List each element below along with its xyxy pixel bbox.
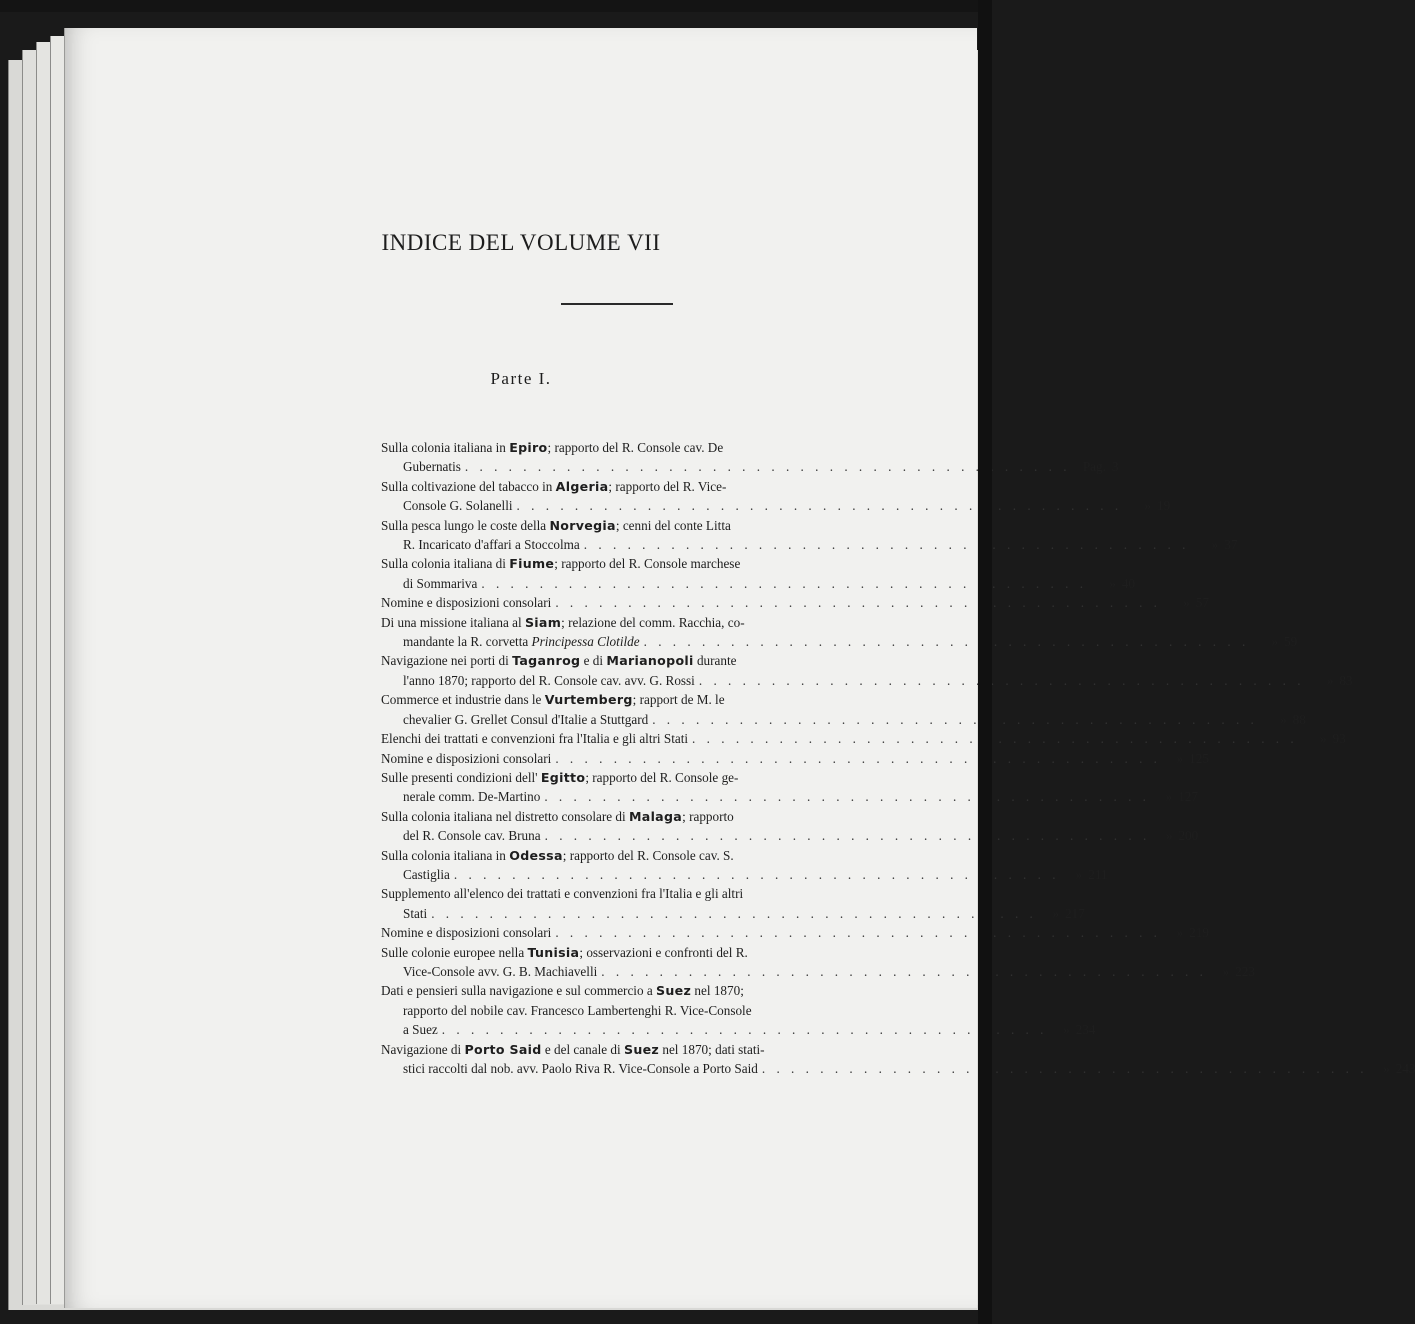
toc-text-segment: Sulla colonia italiana di [381,556,510,572]
toc-entry-text: Elenchi dei trattati e convenzioni fra l'Italia e gli altri Stati [381,731,689,747]
toc-page-prefix: Pag. [1082,459,1106,475]
toc-entry-text [403,496,513,515]
dot-leader [762,1059,1368,1078]
toc-entry-text [381,477,726,496]
toc-text-segment: ; rapporto del R. Console ge- [585,769,739,785]
toc-page-number [1193,535,1237,554]
toc-entry-text [403,632,640,651]
dot-leader [545,826,1151,845]
toc-entry-line [381,574,1135,593]
toc-subject: Algeria [555,478,609,494]
toc-page-prefix: » [1280,711,1287,727]
document-page [64,28,1415,1308]
toc-entry [381,516,1238,555]
toc-entry-line [381,729,1346,748]
toc-text-segment: Sulle presenti condizioni dell' [381,769,541,785]
toc-text-segment: Gubernatis [403,459,461,475]
toc-entry-text [381,613,745,632]
toc-page-value: 243 [1395,1061,1415,1076]
toc-page-prefix: » [1165,828,1173,844]
toc-entry-line [381,787,1198,806]
toc-entry-text: Nomine e disposizioni consolari [381,750,552,766]
toc-text-segment: durante [693,653,737,669]
toc-entry-text [403,1059,758,1078]
toc-subject: Suez [623,1041,660,1057]
toc-text-segment: Navigazione di [381,1041,465,1057]
dot-leader [431,904,1037,923]
dot-leader [699,671,1305,690]
toc-text-segment: Castiglia [403,866,450,882]
dot-leader [652,710,1258,729]
toc-page-value: 127 [1178,789,1198,805]
toc-entry-line [381,768,891,787]
toc-entry [381,768,1198,807]
toc-entry-line [381,749,1209,768]
toc-page-value: 200 [1178,828,1199,844]
toc-entry-line [381,943,891,962]
toc-entry-line [381,923,1209,942]
dot-leader [454,865,1060,884]
toc-text-segment: chevalier G. Grellet Consul d'Italie a Stuttgard [403,711,649,727]
toc-page-number [1075,457,1119,476]
toc-entry-text [381,438,723,457]
part-heading: Parte I. [490,369,552,388]
toc-subject: Porto Said [464,1041,542,1057]
toc-text-segment: Stati [403,905,428,921]
toc-page-number [1126,496,1170,515]
toc-entry-text: rapporto del nobile cav. Francesco Lambertenghi R. Vice-Console [403,1002,752,1018]
toc-page-number [1154,826,1198,845]
toc-text-segment: mandante la R. corvetta [403,634,532,650]
toc-text-segment: Sulla colonia italiana in [381,440,510,455]
toc-page-number [1165,749,1209,768]
toc-subject: Vurtemberg [544,692,633,708]
toc-subject: Epiro [509,440,548,455]
toc-entry [381,593,1209,612]
dot-leader [517,496,1123,515]
toc-entry [381,1040,1415,1079]
toc-page-value: 234 [1075,1022,1096,1038]
toc-entry [381,729,1346,748]
dot-leader [584,535,1190,554]
toc-text-segment: ; osservazioni e confronti del R. [579,944,748,960]
toc-page-prefix: » [1144,498,1151,514]
toc-entry-line [381,865,1108,884]
toc-subject: Fiume [509,556,555,572]
toc-entry-line [381,516,891,535]
toc-text-segment: nel 1870; [691,983,744,999]
toc-entry-line [381,1020,1096,1039]
toc-entry [381,477,1171,516]
toc-page-prefix: » [1326,672,1334,688]
toc-page-value: 19 [1156,498,1171,514]
scan-border-top [0,0,992,12]
toc-text-segment: Console G. Solanelli [403,498,513,514]
toc-entry [381,554,1135,593]
toc-entry-line [381,962,1255,981]
toc-text-segment: di Sommariva [403,575,478,591]
toc-text-segment: Dati e pensieri sulla navigazione e sul commercio a [381,983,657,999]
toc-text-segment: e del canale di [541,1041,624,1057]
toc-page-number [1302,729,1346,748]
toc-entry-text [381,943,748,962]
toc-page-number [1371,1059,1415,1078]
toc-entry-line [381,1059,1415,1078]
toc-entry-line [381,826,1199,845]
toc-text-segment: ; rapporto del R. Console cav. De [547,440,724,455]
toc-entry-line [381,477,891,496]
toc-page-number [1165,593,1209,612]
toc-entry-text: Nomine e disposizioni consolari [381,595,552,611]
toc-entry-text [403,671,695,690]
dot-leader [555,923,1161,942]
toc-text-segment: nel 1870; dati stati- [659,1041,765,1057]
toc-page-prefix: » [1383,1061,1390,1076]
toc-subject: Taganrog [512,653,581,669]
toc-page-number [1309,671,1353,690]
toc-entry-text [381,1040,765,1059]
scan-border-right [978,0,992,1324]
toc-entry-text [381,554,740,573]
toc-page-number [1262,710,1306,729]
toc-page-prefix: » [1165,789,1173,805]
toc-entry [381,438,1119,477]
toc-page-value: 83 [1339,672,1353,688]
toc-entry-line [381,496,1171,515]
toc-entry-line [381,613,891,632]
toc-text-segment: Commerce et industrie dans le [381,692,545,708]
toc-page-prefix: » [1052,905,1060,921]
toc-page-prefix: » [1063,1022,1070,1038]
toc-entry-line [381,457,1119,476]
toc-entry [381,884,1085,923]
toc-page-prefix: » [1109,575,1116,591]
dot-leader [555,749,1161,768]
toc-entry [381,651,1353,690]
toc-page-prefix: » [1075,866,1083,882]
toc-page-value: 217 [1065,905,1085,921]
toc-entry-text [403,1020,438,1039]
toc-entry-line [381,807,891,826]
toc-page-value: 40 [1121,575,1135,591]
toc-subject: Egitto [540,769,586,785]
toc-page-number [1051,1020,1095,1039]
dot-leader [544,787,1150,806]
toc-page-number [1253,632,1297,651]
toc-entry-text [381,690,725,709]
toc-entry [381,690,1306,729]
toc-text-segment: a Suez [403,1022,438,1038]
toc-entry-text [403,787,540,806]
toc-entry-text [381,884,743,903]
toc-page-value: 93 [1332,731,1346,747]
toc-entry-text [403,710,648,729]
toc-entry-text [381,981,744,1000]
toc-entry [381,807,1199,846]
dot-leader [442,1020,1048,1039]
toc-text-segment: nerale comm. De-Martino [403,789,541,805]
dot-leader [601,962,1207,981]
toc-entry-line [381,535,1238,554]
toc-text-segment: Di una missione italiana al [381,614,525,630]
toc-text-segment: ; rapporto [682,808,734,824]
toc-entry-line [381,554,891,573]
toc-entry-line [381,1040,891,1059]
dot-leader [555,593,1161,612]
toc-entry-line [381,884,891,903]
toc-text-segment: ; rapporto del R. Console marchese [554,556,741,572]
toc-page-number [1064,865,1108,884]
table-of-contents [381,438,1415,1078]
toc-page-value: 3 [1111,459,1119,475]
toc-entry-line [381,671,1353,690]
toc-text-segment: Sulle colonie europee nella [381,944,528,960]
toc-entry-line [381,651,891,670]
page-title: INDICE DEL VOLUME VII [381,230,661,255]
toc-subject: Tunisia [527,944,580,960]
toc-entry-line [381,981,891,1000]
toc-entry-text [403,574,477,593]
toc-entry [381,749,1209,768]
toc-text-segment: ; cenni del conte Litta [615,517,731,533]
toc-entry-text [381,516,731,535]
toc-text-segment: del R. Console cav. Bruna [403,828,541,844]
toc-text-segment: ; rapporto del R. Vice- [608,478,727,494]
toc-page-value: 37 [1224,537,1238,553]
toc-entry-line [381,846,891,865]
toc-entry-text [403,457,461,476]
toc-entry-line [381,710,1306,729]
toc-entry-text [403,962,597,981]
toc-text-segment: ; rapporto del R. Console cav. S. [562,847,734,863]
toc-subject: Suez [656,983,692,999]
toc-ship-name: Principessa Clotilde [531,634,640,650]
toc-text-segment: Supplemento all'elenco dei trattati e convenzioni fra l'Italia e gli altri [381,886,744,902]
toc-entry [381,923,1209,942]
toc-page-prefix: » [1176,925,1184,941]
toc-text-segment: Sulla coltivazione del tabacco in [381,478,556,494]
dot-leader [481,574,1087,593]
dot-leader [692,729,1298,748]
toc-text-segment: l'anno 1870; rapporto del R. Console cav. avv. G. Rossi [403,672,695,688]
toc-subject: Odessa [509,847,563,863]
toc-entry-line [381,904,1085,923]
toc-page-prefix: » [1183,595,1190,611]
toc-page-prefix: » [1211,537,1219,553]
toc-entry-text [381,846,734,865]
toc-text-segment: Vice-Console avv. G. B. Machiavelli [403,963,598,979]
toc-page-prefix: » [1319,731,1327,747]
toc-entry-text [381,768,738,787]
toc-entry [381,943,1255,982]
toc-entry-line [381,632,1298,651]
toc-text-segment: Navigazione nei porti di [381,653,513,669]
toc-subject: Norvegia [549,517,616,533]
toc-entry [381,613,1298,652]
toc-page-value: 57 [1195,595,1209,611]
toc-entry-text [403,826,541,845]
toc-page-number [1211,962,1255,981]
toc-page-value: 125 [1189,750,1209,766]
toc-entry-text [403,865,450,884]
toc-text-segment: e di [580,653,607,669]
toc-subject: Marianopoli [606,653,694,669]
toc-entry-text: Nomine e disposizioni consolari [381,925,552,941]
toc-entry-line [381,593,1209,612]
toc-entry [381,981,1096,1039]
toc-subject: Malaga [628,808,683,824]
toc-text-segment: Sulla pesca lungo le coste della [381,517,550,533]
toc-page-number [1091,574,1135,593]
toc-entry-text [381,651,736,670]
toc-page-number [1154,787,1198,806]
toc-text-segment: Sulla colonia italiana in [381,847,510,863]
toc-entry-text [403,904,427,923]
toc-entry-text [381,807,734,826]
toc-entry-line [381,1001,891,1020]
toc-text-segment: R. Incaricato d'affari a Stoccolma [403,537,580,553]
toc-text-segment: ; rapport de M. le [632,692,725,708]
toc-page-value: 88 [1292,711,1306,727]
title-rule [561,303,673,305]
toc-page-value: 223 [1235,963,1255,979]
toc-page-value: 219 [1189,925,1209,941]
toc-page-prefix: » [1222,963,1230,979]
toc-entry-text [403,535,580,554]
dot-leader [644,632,1250,651]
toc-entry-line [381,690,891,709]
toc-page-value: 59 [1284,634,1298,650]
toc-text-segment: Sulla colonia italiana nel distretto consolare di [381,808,629,824]
toc-page-number [1041,904,1085,923]
toc-subject: Siam [524,614,562,630]
toc-text-segment: ; relazione del comm. Racchia, co- [561,614,745,630]
toc-page-prefix: » [1176,750,1184,766]
toc-page-number [1165,923,1209,942]
toc-page-value: 211 [1088,866,1108,882]
toc-page-prefix: » [1271,634,1279,650]
toc-entry-line [381,438,891,457]
toc-entry [381,846,1108,885]
toc-text-segment: stici raccolti dal nob. avv. Paolo Riva R. Vice-Console a Porto Said [403,1061,758,1076]
